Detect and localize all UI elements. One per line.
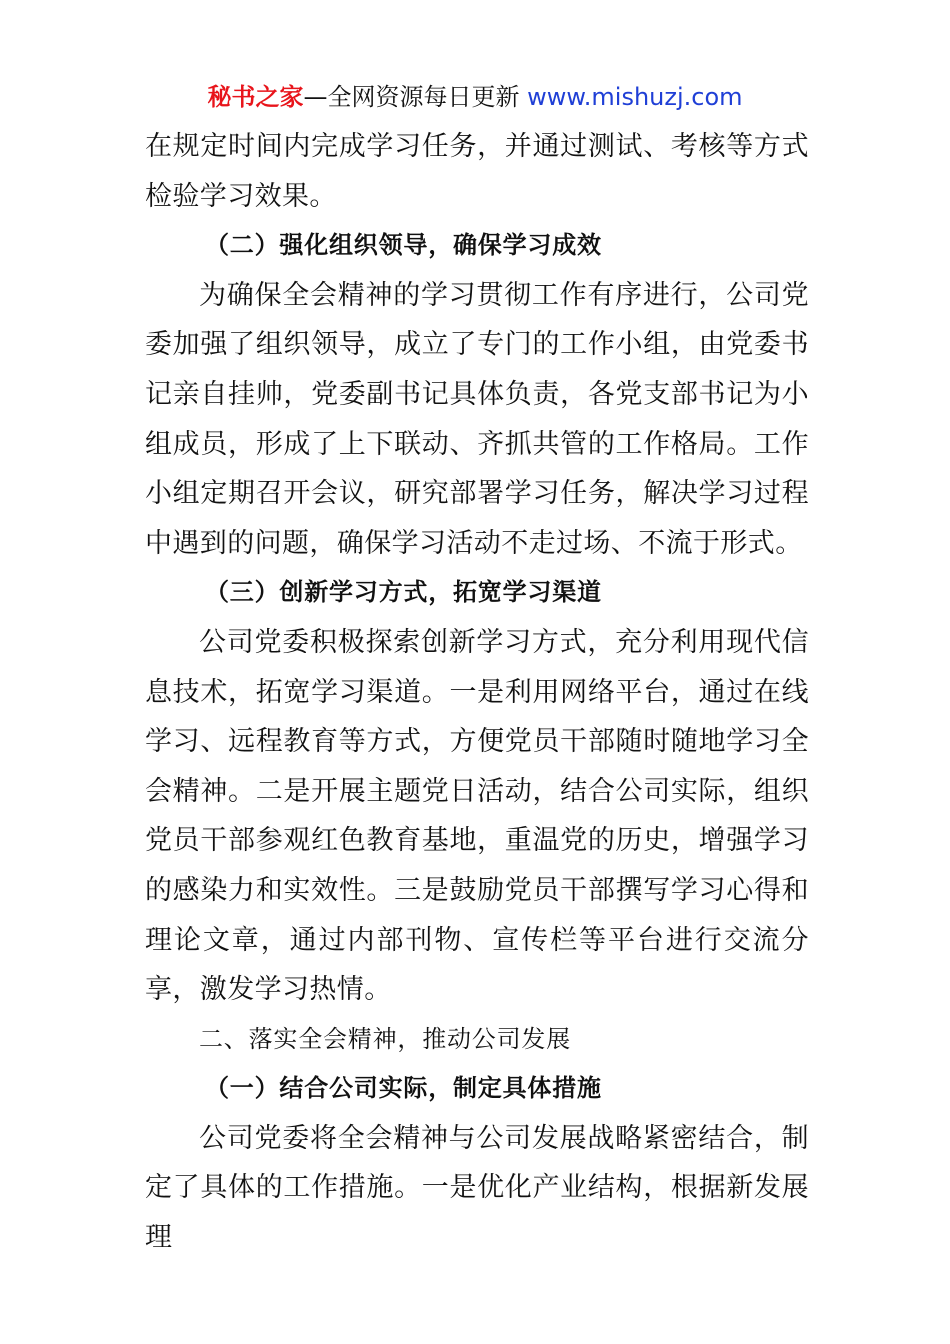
subheading-2: （二）强化组织领导，确保学习成效 [205, 231, 602, 260]
section-heading-2: 二、落实全会精神，推动公司发展 [199, 1024, 571, 1053]
paragraph-learning-methods: 公司党委积极探索创新学习方式，充分利用现代信息技术，拓宽学习渠道。一是利用网络平台，通过在线学习、远程教育等方式，方便党员干部随时随地学习全会精神。二是开展主题党日活动，结合公司实际，组织党员干部参观红色教育基地，重温党的历史，增强学习的感染力和实效性。三是鼓励党员干部撰写学习心得和理论文章，通过内部刊物、宣传栏等平台进行交流分享，激发学习热情。 [145, 626, 809, 1006]
document-body [145, 122, 809, 1263]
header-slogan: —全网资源每日更新 [303, 83, 528, 111]
site-header [0, 80, 950, 114]
brand-name: 秘书之家 [207, 83, 304, 111]
site-url-link[interactable]: www.mishuzj.com [527, 83, 743, 111]
subheading-2-1: （一）结合公司实际，制定具体措施 [205, 1074, 602, 1103]
paragraph-measures: 公司党委将全会精神与公司发展战略紧密结合，制定了具体的工作措施。一是优化产业结构，根据新发展理 [145, 1122, 809, 1254]
paragraph-continued: 在规定时间内完成学习任务，并通过测试、考核等方式检验学习效果。 [145, 131, 809, 212]
paragraph-organization: 为确保全会精神的学习贯彻工作有序进行，公司党委加强了组织领导，成立了专门的工作小组，由党委书记亲自挂帅，党委副书记具体负责，各党支部书记为小组成员，形成了上下联动、齐抓共管的工作格局。工作小组定期召开会议，研究部署学习任务，解决学习过程中遇到的问题，确保学习活动不走过场、不流于形式。 [145, 279, 809, 559]
subheading-3: （三）创新学习方式，拓宽学习渠道 [205, 578, 602, 607]
